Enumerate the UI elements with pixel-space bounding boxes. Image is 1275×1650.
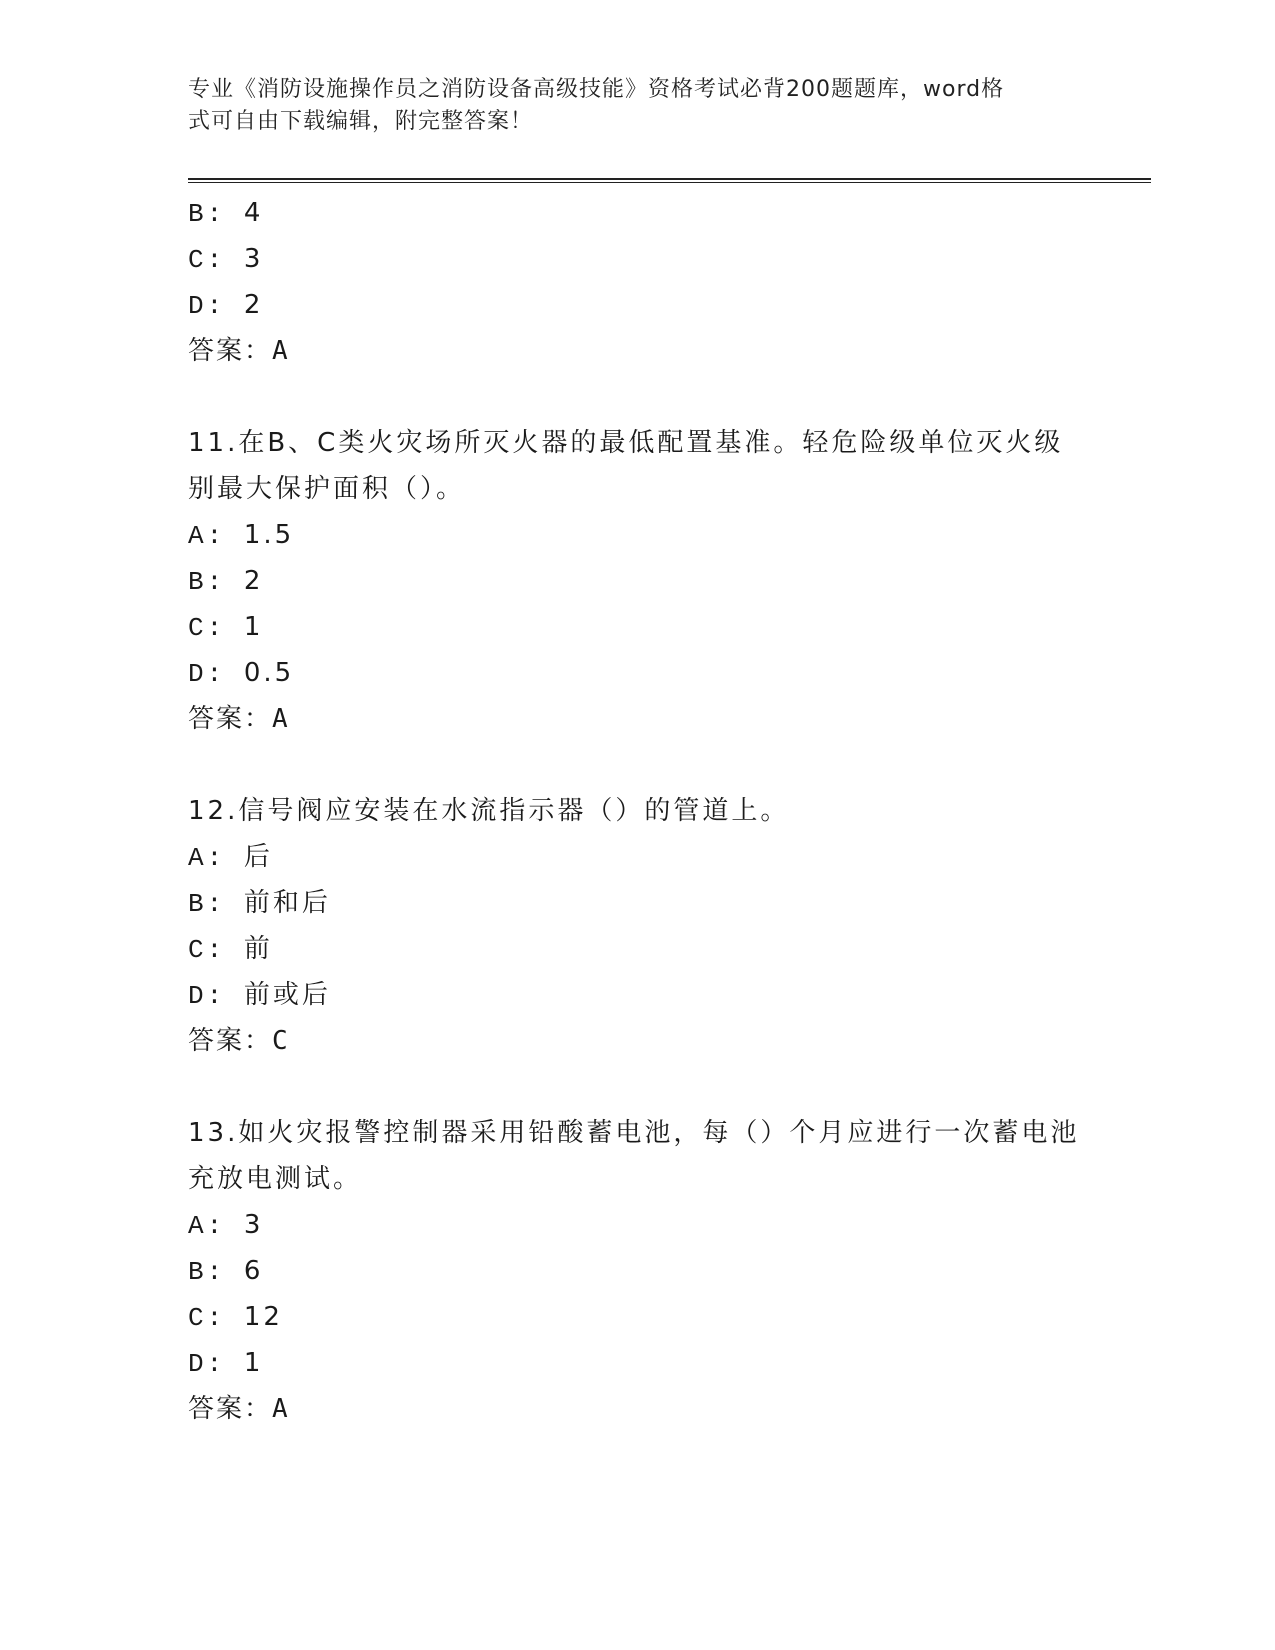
- option-a: A: 后: [188, 842, 273, 873]
- option-a: A: 1.5: [188, 520, 295, 551]
- question-text-line-1: 13.如火灾报警控制器采用铅酸蓄电池，每（）个月应进行一次蓄电池: [188, 1118, 1080, 1148]
- answer-line: 答案：C: [188, 1026, 290, 1056]
- option-c: C: 前: [188, 934, 273, 965]
- option-d: D: 前或后: [188, 980, 331, 1011]
- option-b: B: 6: [188, 1256, 264, 1287]
- option-d: D: 1: [188, 1348, 264, 1379]
- option-d: D: 2: [188, 290, 264, 321]
- spacer: [188, 742, 1088, 788]
- header-divider: [188, 178, 1151, 183]
- option-b: B: 4: [188, 198, 264, 229]
- header-title-line-1: 专业《消防设施操作员之消防设备高级技能》资格考试必背200题题库，word格: [188, 77, 1005, 102]
- option-a: A: 3: [188, 1210, 264, 1241]
- answer-value: A: [272, 336, 290, 366]
- option-c: C: 12: [188, 1302, 283, 1333]
- answer-value: A: [272, 1394, 290, 1424]
- question-text-line-2: 充放电测试。: [188, 1164, 363, 1194]
- document-header: [188, 74, 1078, 138]
- option-b: B: 前和后: [188, 888, 331, 919]
- answer-value: A: [272, 704, 290, 734]
- option-b: B: 2: [188, 566, 264, 597]
- question-text-line-2: 别最大保护面积（）。: [188, 474, 466, 504]
- header-title-line-2: 式可自由下载编辑，附完整答案！: [188, 109, 534, 134]
- question-13: [188, 1110, 1088, 1432]
- question-12: [188, 788, 1088, 1064]
- answer-line: 答案：A: [188, 704, 290, 734]
- answer-line: 答案：A: [188, 1394, 290, 1424]
- option-d: D: 0.5: [188, 658, 295, 689]
- spacer: [188, 374, 1088, 420]
- question-list: [188, 190, 1088, 1432]
- question-text-line-1: 12.信号阀应安装在水流指示器（）的管道上。: [188, 796, 790, 826]
- question-text-line-1: 11.在B、C类火灾场所灭火器的最低配置基准。轻危险级单位灭火级: [188, 428, 1064, 458]
- option-c: C: 3: [188, 244, 264, 275]
- answer-value: C: [272, 1026, 290, 1056]
- question-10-continued: [188, 190, 1088, 374]
- question-11: [188, 420, 1088, 742]
- spacer: [188, 1064, 1088, 1110]
- answer-line: 答案：A: [188, 336, 290, 366]
- option-c: C: 1: [188, 612, 264, 643]
